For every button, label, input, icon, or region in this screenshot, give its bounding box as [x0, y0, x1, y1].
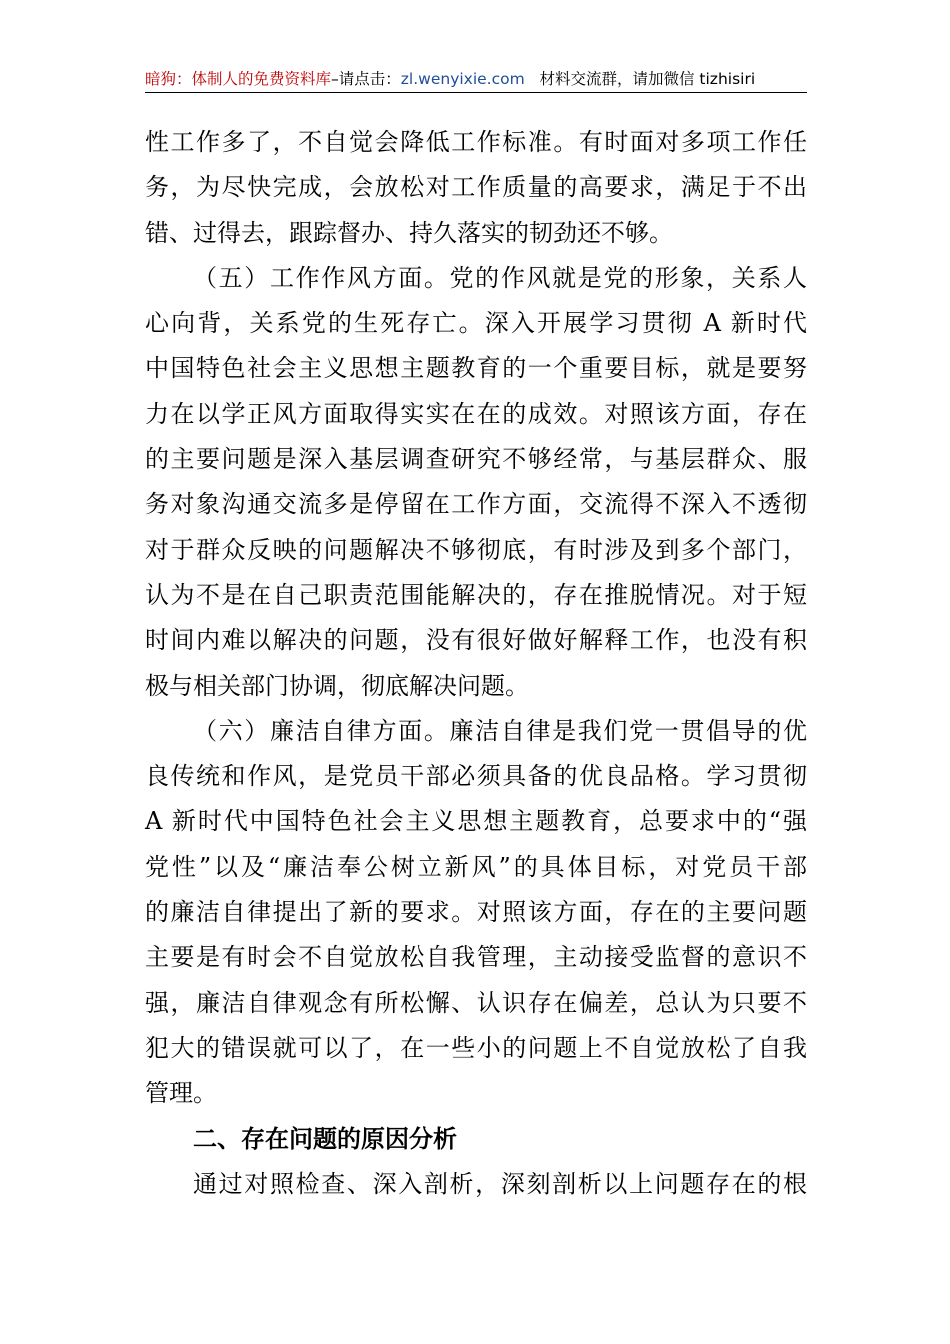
text-line: 良传统和作风，是党员干部必须具备的优良品格。学习贯彻	[145, 762, 807, 791]
text-line: 认为不是在自己职责范围能解决的，存在推脱情况。对于短	[145, 580, 807, 609]
text-line: 通过对照检查、深入剖析，深刻剖析以上问题存在的根	[193, 1169, 807, 1198]
text-line: 犯大的错误就可以了，在一些小的问题上不自觉放松了自我	[145, 1033, 807, 1062]
text-line: 强，廉洁自律观念有所松懈、认识存在偏差，总认为只要不	[145, 988, 807, 1017]
text-line: 对于群众反映的问题解决不够彻底，有时涉及到多个部门，	[145, 535, 807, 564]
text-line: 力在以学正风方面取得实实在在的成效。对照该方面，存在	[145, 399, 807, 428]
text-line: （六）廉洁自律方面。廉洁自律是我们党一贯倡导的优	[193, 716, 807, 745]
header-url-link[interactable]: zl.wenyixie.com	[400, 70, 525, 88]
text-line: 极与相关部门协调，彻底解决问题。	[145, 671, 529, 700]
header-site-name: 暗狗：体制人的免费资料库	[145, 70, 332, 88]
header-click-prompt: –请点击：	[331, 70, 401, 88]
text-line: 主要是有时会不自觉放松自我管理，主动接受监督的意识不	[145, 943, 807, 972]
text-line: 管理。	[145, 1079, 217, 1108]
text-line: 的主要问题是深入基层调查研究不够经常，与基层群众、服	[145, 445, 807, 474]
text-line: 心向背，关系党的生死存亡。深入开展学习贯彻 A 新时代	[145, 309, 807, 338]
text-line: 性工作多了，不自觉会降低工作标准。有时面对多项工作任	[145, 128, 807, 156]
text-line: 务对象沟通交流多是停留在工作方面，交流得不深入不透彻	[145, 490, 807, 519]
text-line: 时间内难以解决的问题，没有很好做好解释工作，也没有积	[145, 626, 807, 655]
header-divider	[145, 92, 807, 93]
text-line: 的廉洁自律提出了新的要求。对照该方面，存在的主要问题	[145, 898, 807, 927]
section-heading: 二、存在问题的原因分析	[193, 1124, 457, 1153]
text-line: 党性”以及“廉洁奉公树立新风”的具体目标，对党员干部	[145, 852, 807, 881]
document-body	[145, 120, 807, 1207]
text-line: A 新时代中国特色社会主义思想主题教育，总要求中的“强	[145, 807, 807, 836]
text-line: 务，为尽快完成，会放松对工作质量的高要求，满足于不出	[145, 173, 807, 202]
text-line: 中国特色社会主义思想主题教育的一个重要目标，就是要努	[145, 354, 807, 383]
header-group-note: 材料交流群，请加微信 tizhisiri	[539, 70, 756, 88]
text-line: 错、过得去，跟踪督办、持久落实的韧劲还不够。	[145, 218, 673, 247]
text-line: （五）工作作风方面。党的作风就是党的形象，关系人	[193, 263, 807, 292]
page-header	[145, 68, 807, 90]
